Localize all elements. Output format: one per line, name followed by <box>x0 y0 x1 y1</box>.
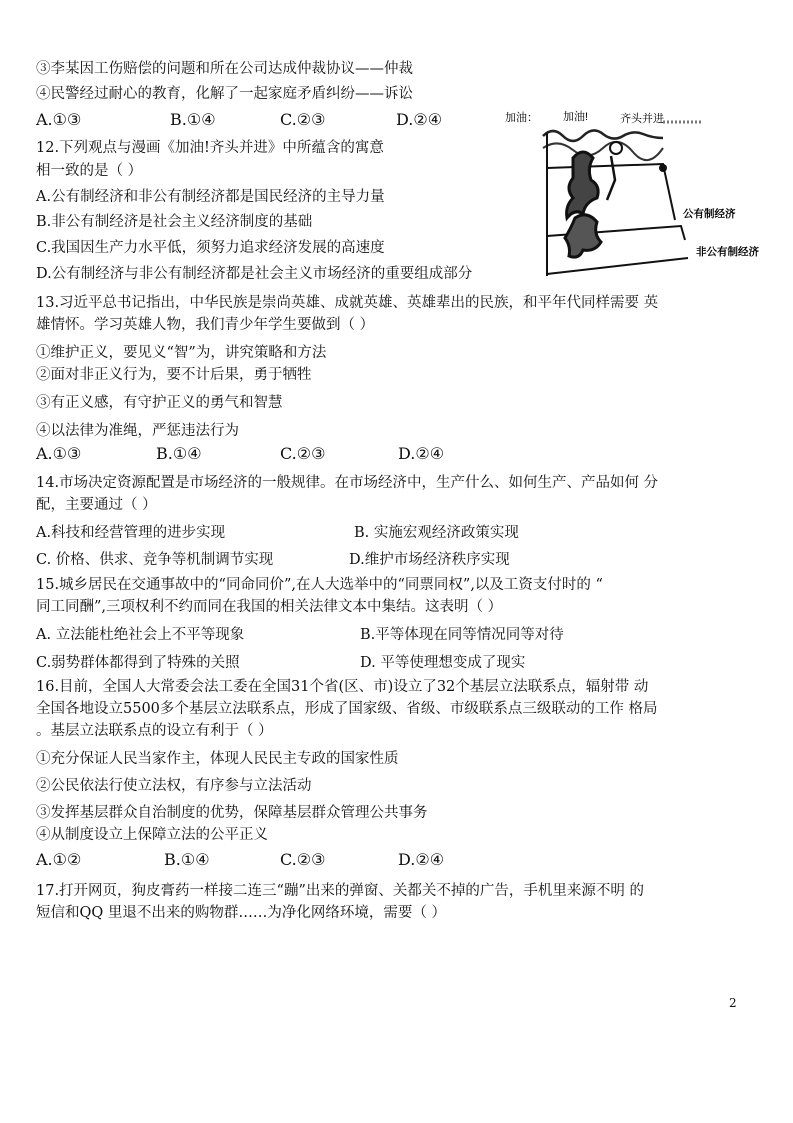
q16-stem-line-1: 16.目前，全国人大常委会法工委在全国31个省(区、市)设立了32个基层立法联系点，辐射带 动 <box>36 679 649 695</box>
q11-option-d: D.②④ <box>396 110 443 129</box>
runner-head <box>610 142 622 154</box>
q12-stem-line-2: 相一致的是（ ） <box>36 163 143 179</box>
track-marker <box>659 164 667 172</box>
q14-option-c: C. 价格、供求、竞争等机制调节实现 <box>36 552 274 568</box>
q16-option-c: C.②③ <box>280 850 326 869</box>
q16-option-a: A.①② <box>36 850 82 869</box>
page-number: 2 <box>729 996 737 1010</box>
q13-item-1: ①维护正义，要见义“智”为，讲究策略和方法 <box>36 345 327 361</box>
cartoon-qitou-bingjin <box>503 108 773 280</box>
q16-option-d: D.②④ <box>398 850 445 869</box>
q15-stem-line-2: 同工同酬”,三项权利不约而同在我国的相关法律文本中集结。这表明（ ） <box>36 599 503 615</box>
q15-option-d: D. 平等使理想变成了现实 <box>360 655 526 671</box>
q13-item-4: ④以法律为准绳，严惩违法行为 <box>36 423 239 439</box>
q17-stem-line-2: 短信和QQ 里退不出来的购物群……为净化网络环境，需要（ ） <box>36 905 446 921</box>
q11-option-b: B.①④ <box>170 110 216 129</box>
q16-item-4: ④从制度设立上保障立法的公平正义 <box>36 827 268 843</box>
q14-option-b: B. 实施宏观经济政策实现 <box>354 525 519 541</box>
q15-stem-line-1: 15.城乡居民在交通事故中的“同命同价”,在人大选举中的“同票同权”,以及工资支付时的 “ <box>36 577 603 593</box>
q13-stem-line-2: 雄情怀。学习英雄人物，我们青少年学生要做到（ ） <box>36 317 375 333</box>
q12-stem-line-1: 12.下列观点与漫画《加油!齐头并进》中所蕴含的寓意 <box>36 140 384 156</box>
q13-item-2: ②面对非正义行为，要不计后果，勇于牺牲 <box>36 367 312 383</box>
q12-option-c: C.我国因生产力水平低，须努力追求经济发展的高速度 <box>36 240 385 256</box>
q14-stem-line-2: 配，主要通过（ ） <box>36 497 157 513</box>
q15-option-b: B.平等体现在同等情况同等对待 <box>360 627 564 643</box>
q14-option-a: A.科技和经营管理的进步实现 <box>36 525 226 541</box>
cartoon-label-nonpublic-economy: 非公有制经济 <box>696 246 759 258</box>
q11-option-a: A.①③ <box>36 110 82 129</box>
q14-option-d: D.维护市场经济秩序实现 <box>349 552 510 568</box>
cartoon-label-left: 加油： <box>505 112 538 124</box>
q16-item-1: ①充分保证人民当家作主，体现人民民主专政的国家性质 <box>36 751 399 767</box>
q15-option-c: C.弱势群体都得到了特殊的关照 <box>36 655 240 671</box>
q11-option-c: C.②③ <box>280 110 326 129</box>
q12-option-a: A.公有制经济和非公有制经济都是国民经济的主导力量 <box>36 189 385 205</box>
q13-option-c: C.②③ <box>280 444 326 463</box>
q16-item-3: ③发挥基层群众自治制度的优势，保障基层群众管理公共事务 <box>36 805 428 821</box>
cartoon-label-mid: 加油! <box>563 111 589 123</box>
q15-option-a: A. 立法能杜绝社会上不平等现象 <box>36 627 245 643</box>
q13-option-b: B.①④ <box>156 444 202 463</box>
q16-option-b: B.①④ <box>164 850 210 869</box>
crowd-scribble-2 <box>543 142 663 160</box>
track-bottom <box>547 258 688 274</box>
q11-item-3: ③李某因工伤赔偿的问题和所在公司达成仲裁协议——仲裁 <box>36 61 413 77</box>
q13-option-d: D.②④ <box>398 444 445 463</box>
runner-public-figure <box>567 152 599 218</box>
q11-item-4: ④民警经过耐心的教育，化解了一起家庭矛盾纠纷——诉讼 <box>36 86 413 102</box>
cartoon-label-right: 齐头并进 <box>620 113 664 125</box>
q12-option-b: B.非公有制经济是社会主义经济制度的基础 <box>36 214 313 230</box>
q12-option-d: D.公有制经济与非公有制经济都是社会主义市场经济的重要组成部分 <box>36 266 473 282</box>
q16-stem-line-2: 全国各地设立5500多个基层立法联系点，形成了国家级、省级、市级联系点三级联动的工作 格局 <box>36 701 658 717</box>
q16-stem-line-3: 。基层立法联系点的设立有利于（ ） <box>36 723 273 739</box>
cartoon-illustration <box>503 108 773 280</box>
q13-stem-line-1: 13.习近平总书记指出，中华民族是崇尚英雄、成就英雄、英雄辈出的民族，和平年代同样需要 英 <box>36 295 659 311</box>
cartoon-label-public-economy: 公有制经济 <box>683 208 736 220</box>
q17-stem-line-1: 17.打开网页，狗皮膏药一样接二连三“蹦”出来的弹窗、关都关不掉的广告，手机里来源不明 的 <box>36 883 644 899</box>
runner-nonpublic-figure <box>565 215 601 257</box>
runner-body <box>607 156 615 200</box>
q14-stem-line-1: 14.市场决定资源配置是市场经济的一般规律。在市场经济中，生产什么、如何生产、产品如何 分 <box>36 475 659 491</box>
q13-item-3: ③有正义感，有守护正义的勇气和智慧 <box>36 395 283 411</box>
q13-option-a: A.①③ <box>36 444 82 463</box>
q16-item-2: ②公民依法行使立法权，有序参与立法活动 <box>36 778 312 794</box>
crowd-scribble <box>543 130 663 141</box>
